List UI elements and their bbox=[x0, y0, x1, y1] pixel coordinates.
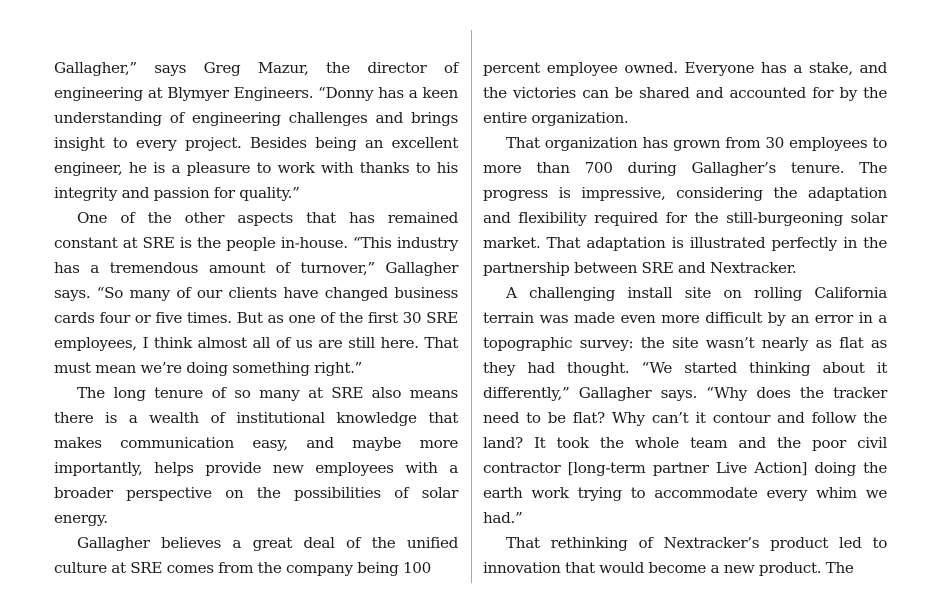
left-text-column bbox=[54, 56, 458, 581]
paragraph-continuation-quote: Gallagher,” says Greg Mazur, the director of engineering at Blymyer Engineers. “Donny has a keen understanding of engineering challenges and brings insight to every project. Besides being an excellent engineer, he is a pleasure to work with thanks to his integrity and passion for quality.” bbox=[54, 59, 458, 202]
paragraph-long-tenure: The long tenure of so many at SRE also means there is a wealth of institutional knowledge that makes communication easy, and maybe more importantly, helps provide new employees with a broader perspective on the possibilities of solar energy. bbox=[54, 384, 458, 527]
paragraph-organization-growth: That organization has grown from 30 employees to more than 700 during Gallagher’s tenure. The progress is impressive, considering the adaptation and flexibility required for the still-burgeoning solar market. That adaptation is illustrated perfectly in the partnership between SRE and Nextracker. bbox=[483, 134, 887, 277]
paragraph-rethinking-product: That rethinking of Nextracker’s product led to innovation that would become a new product. The bbox=[483, 534, 887, 577]
right-text-column bbox=[483, 56, 887, 581]
paragraph-unified-culture: Gallagher believes a great deal of the unified culture at SRE comes from the company being 100 bbox=[54, 534, 458, 577]
column-divider bbox=[471, 30, 472, 583]
paragraph-install-site: A challenging install site on rolling California terrain was made even more difficult by an error in a topographic survey: the site wasn’t nearly as flat as they had thought. “We started thinking about it differently,” Gallagher says. “Why does the tracker need to be flat? Why can’t it contour and follow the land? It took the whole team and the poor civil contractor [long-term partner Live Action] doing the earth work trying to accommodate every whim we had.” bbox=[483, 284, 887, 527]
paragraph-people-in-house: One of the other aspects that has remained constant at SRE is the people in-house. “This industry has a tremendous amount of turnover,” Gallagher says. “So many of our clients have changed business cards four or five times. But as one of the first 30 SRE employees, I think almost all of us are still here. That must mean we’re doing something right.” bbox=[54, 209, 458, 377]
paragraph-employee-owned: percent employee owned. Everyone has a stake, and the victories can be shared and accounted for by the entire organization. bbox=[483, 59, 887, 127]
